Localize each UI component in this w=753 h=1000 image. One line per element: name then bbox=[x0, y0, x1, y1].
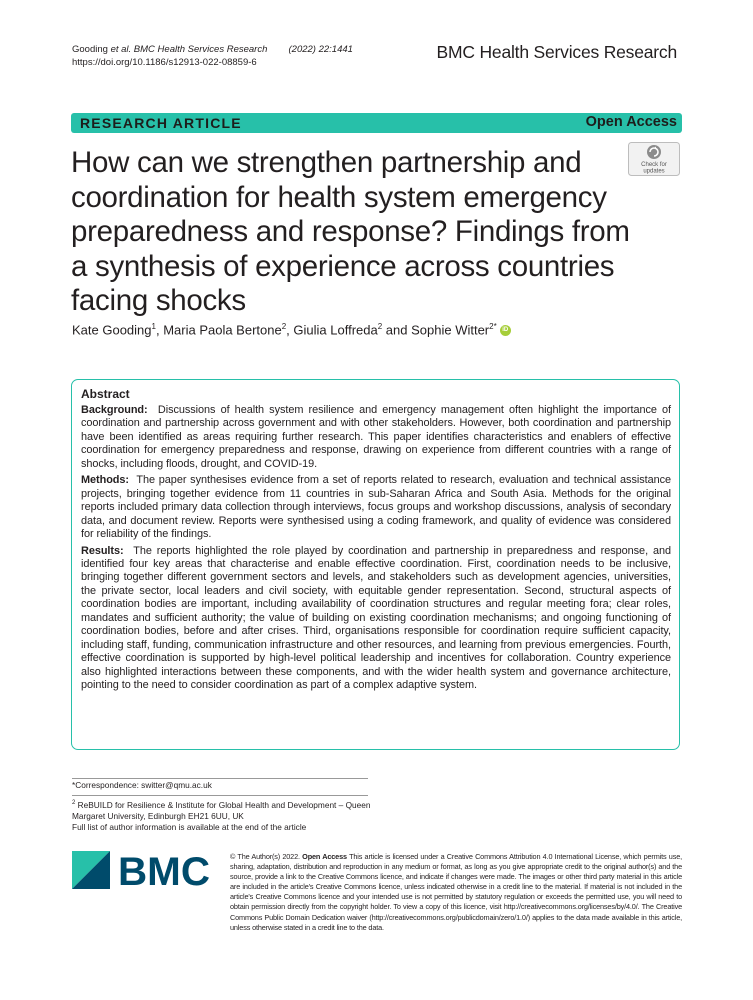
copyright: © The Author(s) 2022. bbox=[230, 852, 303, 861]
updates-label: updates bbox=[643, 168, 665, 175]
journal-name: BMC Health Services Research bbox=[436, 42, 677, 62]
open-access-label: Open Access bbox=[585, 114, 677, 130]
full-author-info-note: Full list of author information is available at the end of the article bbox=[72, 822, 307, 833]
license-body: This article is licensed under a Creative Commons Attribution 4.0 International License, which permits use, sharing, adaptation, distribution and reproduction in any medium or format, as long as you give appropriate credit to the original author(s) and the source, provide a link to the Creative Commons licence, and indicate if changes were made. The images or other third party material in this article are included in the article's Creative Commons licence, unless indicated otherwise in a credit line to the material. If material is not included in the article's Creative Commons licence and your intended use is not permitted by statutory regulation or exceeds the permitted use, you will need to obtain permission directly from the copyright holder. To view a copy of this licence, visit http://creativecommons.org/licenses/by/4.0/. The Creative Commons Public Domain Dedication waiver (http://creativecommons.org/publicdomain/zero/1.0/) applies to the data made available in this article, unless otherwise stated in a credit line to the data. bbox=[230, 852, 682, 932]
author[interactable]: Giulia Loffreda bbox=[293, 322, 378, 338]
author-affil-sup: 2 bbox=[377, 322, 383, 331]
author-affil-sup: 2* bbox=[489, 322, 497, 331]
background-label: Background: bbox=[81, 404, 148, 416]
open-access-bold: Open Access bbox=[302, 852, 347, 861]
citation-journal: et al. BMC Health Services Research bbox=[110, 44, 268, 55]
license-text bbox=[230, 852, 682, 933]
author[interactable]: Kate Gooding bbox=[72, 322, 152, 338]
author-affil-sup: 1 bbox=[151, 322, 156, 331]
correspondence-note[interactable]: *Correspondence: switter@qmu.ac.uk bbox=[72, 780, 212, 790]
abstract-methods bbox=[81, 474, 671, 541]
check-for-label: Check for bbox=[641, 162, 667, 168]
footnote-divider bbox=[72, 778, 368, 779]
affil-sup: 2 bbox=[72, 800, 76, 806]
check-for-updates-icon[interactable] bbox=[628, 142, 680, 176]
affiliation-text: ReBUILD for Resilience & Institute for Global Health and Development – Queen Margaret University, Edinburgh EH21 6UU, UK bbox=[72, 799, 371, 821]
methods-label: Methods: bbox=[81, 474, 129, 487]
orcid-icon[interactable]: iD bbox=[500, 325, 511, 336]
citation-line bbox=[72, 43, 353, 56]
methods-text: The paper synthesises evidence from a set of reports related to research, evaluation and technical assistance projects, bringing together evidence from 11 countries in sub-Saharan Africa and South Asia. Methods for the original reports included primary data collection through interviews, focus groups and workshop discussions, analysis of secondary data, and document review. Reports were synthesised using a coding framework, and quality of evidence was considered for reliability of the findings. bbox=[81, 474, 671, 541]
abstract-box bbox=[71, 379, 680, 750]
citation-year: (2022) 22:1441 bbox=[288, 44, 353, 55]
article-title: How can we strengthen partnership and coordination for health system emergency preparedness and response? Findings from a synthesis of experience across countries facing shocks bbox=[71, 146, 630, 317]
article-type-banner bbox=[71, 113, 682, 133]
citation-author: Gooding bbox=[72, 44, 111, 55]
bmc-logo-text: BMC bbox=[118, 851, 210, 891]
abstract-heading: Abstract bbox=[81, 387, 130, 401]
citation-header bbox=[72, 43, 353, 69]
author-separator: , bbox=[286, 322, 294, 338]
author-list bbox=[72, 322, 511, 337]
doi-link[interactable]: https://doi.org/10.1186/s12913-022-08859-6 bbox=[72, 57, 257, 68]
affiliation-note bbox=[72, 798, 372, 833]
article-type: RESEARCH ARTICLE bbox=[80, 115, 242, 131]
author-separator: , bbox=[155, 322, 164, 338]
author-affil-sup: 2 bbox=[281, 322, 287, 331]
author[interactable]: Sophie Witter bbox=[411, 322, 490, 338]
footnote-divider bbox=[72, 795, 368, 796]
author[interactable]: Maria Paola Bertone bbox=[163, 322, 282, 338]
results-text: The reports highlighted the role played by coordination and partnership in preparedness and response, and identified four key areas that characterise and enable effective coordination. First, coordination needs to be inclusive, bringing together different government sectors and levels, and stakeholders such as development agencies, universities, the private sector, local leaders and civil society, with equitable gender representation. Second, structural aspects of coordination bodies are important, including availability of coordination structures and regular meeting fora; clear roles, mandates and sufficient authority; the value of building on existing coordination mechanisms; and ongoing functioning of coordination bodies, before and after crises. Third, organisations responsible for coordination require sufficient capacity, including staff, funding, communication infrastructure and other resources, and learning from previous emergencies. Fourth, effective coordination is supported by high-level political leadership and incentives for collaboration. Country experience also highlighted interactions between these components, and with the wider health system and governance architecture, pointing to the need to consider coordination as part of a complex adaptive system. bbox=[81, 544, 671, 692]
abstract-results bbox=[81, 545, 671, 693]
author-and: and bbox=[382, 322, 412, 338]
bmc-logo bbox=[72, 851, 212, 891]
abstract-background bbox=[81, 404, 671, 471]
results-label: Results: bbox=[81, 544, 124, 557]
background-text: Discussions of health system resilience and emergency management often highlight the importance of coordination and partnership across government and with other stakeholders. However, both coordination and partnership have been identified as areas requiring further research. This paper identifies characteristics and enablers of effective coordination for emergency preparedness and response, drawing on experience from different countries with a range of shocks, including floods, drought, and COVID-19. bbox=[81, 404, 671, 470]
